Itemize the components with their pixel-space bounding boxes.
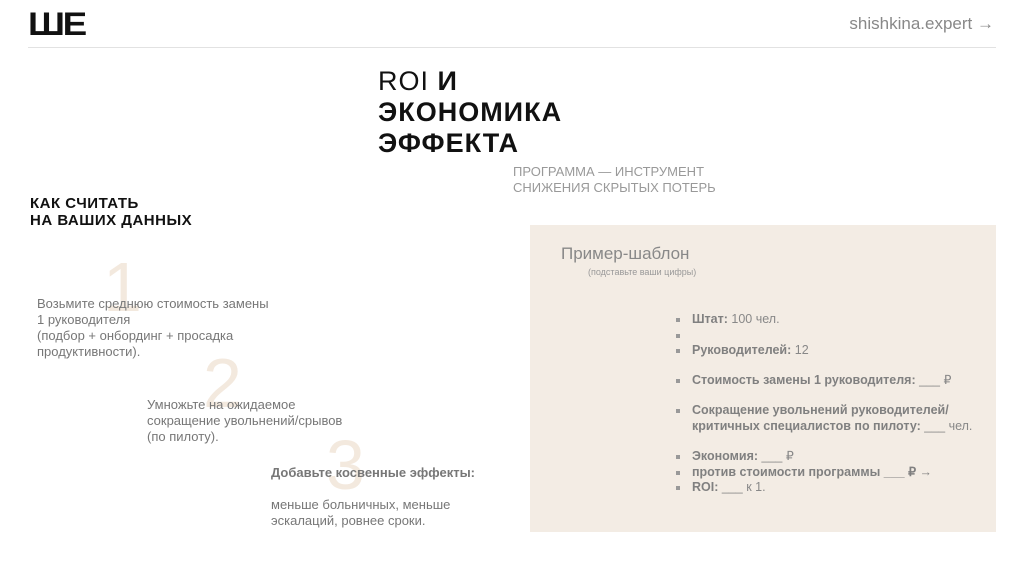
step-2-text: [147, 397, 342, 445]
step-line: меньше больничных, меньше: [271, 497, 451, 512]
item-label: против стоимости программы ___ ₽ →: [692, 464, 932, 479]
card-title: Пример-шаблон: [561, 244, 690, 263]
item-value: ___ ₽: [758, 449, 794, 463]
subtitle: [513, 164, 716, 196]
step-line: Умножьте на ожидаемое: [147, 397, 296, 412]
card-list: [676, 312, 976, 496]
list-item: [676, 465, 976, 481]
step-heading: Добавьте косвенные эффекты:: [271, 465, 475, 480]
list-item: [676, 480, 976, 496]
logo: ШЕ: [28, 6, 85, 42]
page-title: [378, 66, 562, 159]
step-number: 3: [326, 426, 365, 504]
item-label: ROI:: [692, 480, 719, 494]
title-roi: ROI: [378, 66, 438, 96]
list-item: [676, 343, 976, 373]
list-item: [676, 449, 976, 465]
list-item: [676, 373, 976, 404]
step-line: продуктивности).: [37, 344, 141, 359]
title-and: И: [437, 66, 458, 96]
step-3-text: [271, 465, 475, 529]
item-label: Сокращение увольнений руководителей/критичных специалистов по пилоту:: [692, 403, 949, 433]
section-heading: [30, 195, 192, 229]
card-subtitle: (подставьте ваши цифры): [588, 267, 697, 277]
list-item: [676, 312, 976, 328]
item-label: Экономия:: [692, 449, 759, 463]
item-value: 100 чел.: [727, 312, 780, 326]
list-item: [676, 403, 976, 449]
step-number: 2: [203, 344, 242, 422]
title-line3: ЭФФЕКТА: [378, 128, 520, 158]
step-line: Возьмите среднюю стоимость замены: [37, 296, 269, 311]
item-value: 12: [791, 343, 809, 357]
step-line: эскалаций, ровнее сроки.: [271, 513, 426, 528]
subtitle-line: ПРОГРАММА — ИНСТРУМЕНТ: [513, 164, 705, 179]
heading-line: НА ВАШИХ ДАННЫХ: [30, 212, 193, 229]
item-value: ___ чел.: [920, 418, 973, 433]
step-line: 1 руководителя: [37, 312, 131, 327]
step-number: 1: [103, 248, 142, 326]
item-label: Руководителей:: [692, 343, 792, 357]
item-label: Штат:: [692, 312, 728, 326]
list-item: [676, 328, 976, 344]
title-line2: ЭКОНОМИКА: [378, 97, 563, 127]
item-value: ___ к 1.: [718, 480, 766, 494]
item-label: Стоимость замены 1 руководителя:: [692, 372, 916, 387]
template-card: [530, 225, 996, 532]
subtitle-line: СНИЖЕНИЯ СКРЫТЫХ ПОТЕРЬ: [513, 180, 716, 195]
site-link[interactable]: shishkina.expert →: [849, 14, 994, 33]
step-line: сокращение увольнений/срывов: [147, 413, 343, 428]
heading-line: КАК СЧИТАТЬ: [30, 195, 139, 212]
step-line: (по пилоту).: [147, 429, 219, 444]
step-line: (подбор + онбординг + просадка: [37, 328, 234, 343]
item-value: ___ ₽: [915, 372, 952, 387]
header-divider: [28, 47, 996, 48]
